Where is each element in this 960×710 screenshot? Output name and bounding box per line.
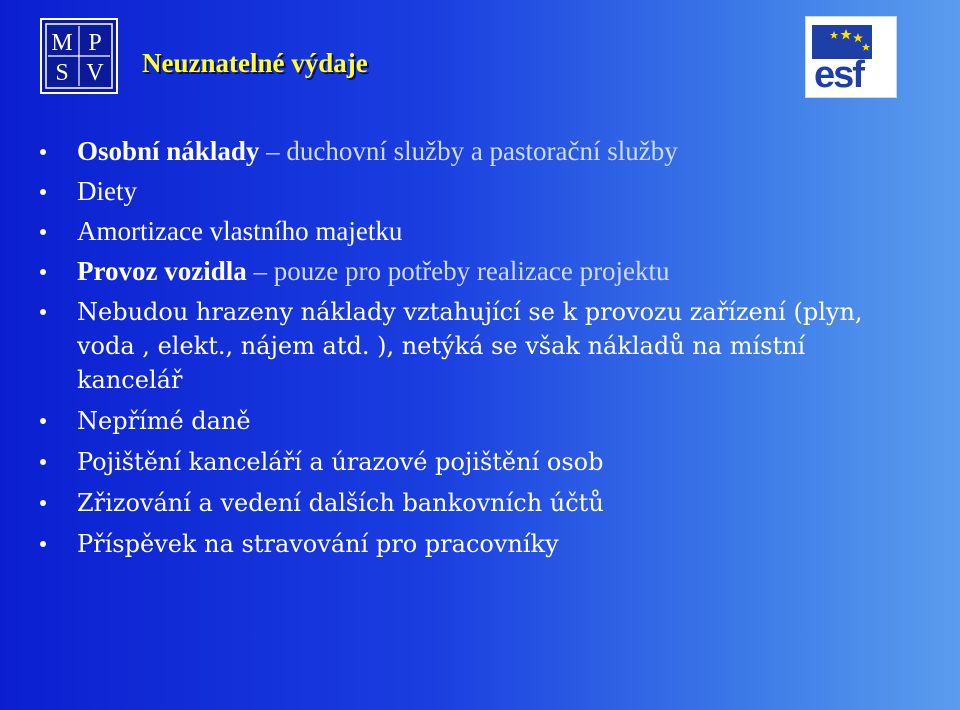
bullet-text: Příspěvek na stravování pro pracovníky — [77, 530, 559, 558]
bullet-item-nebudou-hrazeny — [40, 295, 900, 397]
mpsv-logo — [40, 18, 118, 94]
esf-logo — [805, 16, 897, 98]
bullet-item-prispevek-stravovani — [40, 527, 900, 561]
bullet-item-pojisteni — [40, 445, 900, 479]
bullet-text: Diety — [77, 176, 137, 206]
bullet-dot — [40, 541, 46, 547]
bullet-rest: – duchovní služby a pastorační služby — [259, 136, 678, 166]
bullet-item-zrizovani-uctu — [40, 486, 900, 520]
bullet-text: Amortizace vlastního majetku — [77, 216, 403, 246]
bullet-text: Pojištění kanceláří a úrazové pojištění osob — [77, 448, 604, 476]
bullet-dot — [40, 149, 46, 155]
bullet-dot — [40, 309, 46, 315]
bullet-item-amortizace — [40, 215, 900, 248]
bullet-list — [40, 135, 900, 568]
slide-title: Neuznatelné výdaje — [142, 48, 368, 78]
svg-text:V: V — [86, 60, 104, 86]
svg-text:P: P — [88, 30, 102, 56]
mpsv-logo-graphic — [42, 20, 116, 92]
bullet-item-neprime-dane — [40, 404, 900, 438]
bullet-dot — [40, 418, 46, 424]
bullet-rest: – pouze pro potřeby realizace projektu — [246, 256, 670, 286]
svg-text:M: M — [51, 30, 73, 56]
bullet-dot — [40, 500, 46, 506]
bullet-item-osobni-naklady — [40, 135, 900, 168]
svg-text:S: S — [55, 60, 69, 86]
esf-logo-text: esf — [814, 54, 863, 96]
bullet-text: Nebudou hrazeny náklady vztahující se k provozu zařízení (plyn, voda , elekt., nájem atd. ), netýká se však nákladů na místní kancelář — [77, 298, 863, 394]
bullet-text: Zřizování a vedení dalších bankovních účtů — [77, 489, 604, 517]
bullet-lead: Osobní náklady — [77, 136, 260, 166]
bullet-dot — [40, 189, 46, 195]
bullet-dot — [40, 229, 46, 235]
bullet-dot — [40, 459, 46, 465]
esf-logo-graphic — [806, 17, 896, 97]
bullet-item-diety — [40, 175, 900, 208]
bullet-text: Nepřímé daně — [77, 407, 251, 435]
bullet-item-provoz-vozidla — [40, 255, 900, 288]
bullet-dot — [40, 269, 46, 275]
bullet-lead: Provoz vozidla — [77, 256, 247, 286]
